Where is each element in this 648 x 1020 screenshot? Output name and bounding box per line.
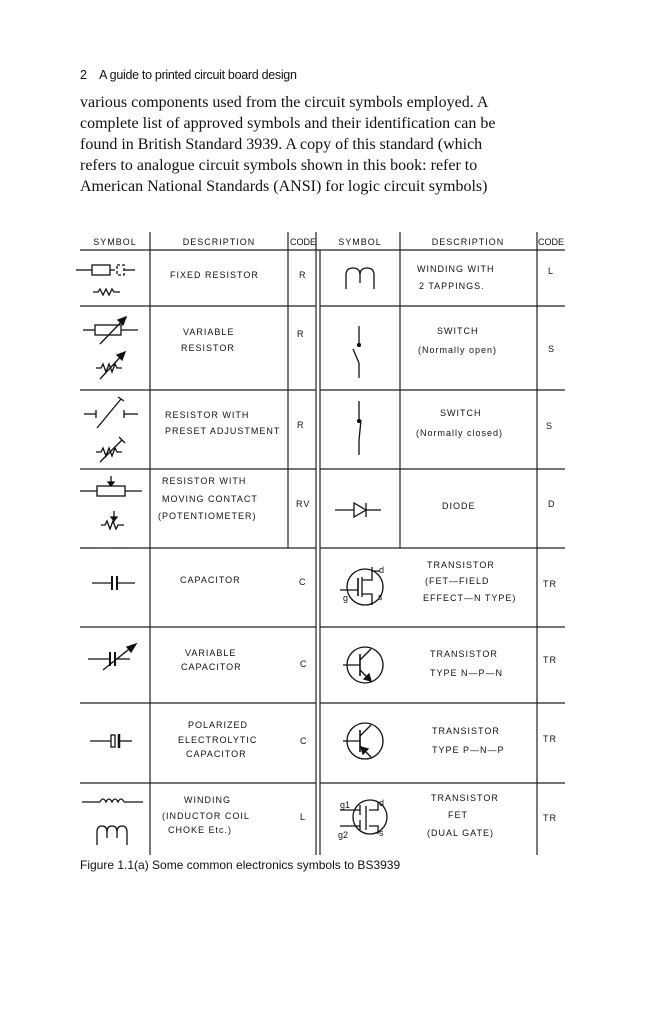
description-fixed-resistor: FIXED RESISTOR — [170, 270, 259, 280]
description-capacitor: CAPACITOR — [180, 575, 241, 585]
figure-caption: Figure 1.1(a) Some common electronics symbols to BS3939 — [80, 858, 401, 872]
description-dual-gate-fet-line3: (DUAL GATE) — [427, 828, 495, 838]
description-electrolytic-capacitor: POLARIZED — [188, 720, 249, 730]
code-switch-open: S — [548, 344, 556, 354]
page-number: 2 — [80, 68, 87, 82]
description-npn: TRANSISTOR — [430, 649, 498, 659]
header-description-left: DESCRIPTION — [182, 237, 256, 247]
code-preset-resistor: R — [297, 420, 305, 430]
header-symbol-left: SYMBOL — [93, 237, 137, 247]
description-dual-gate-fet: TRANSISTOR — [431, 793, 499, 803]
inductor-symbol-icon — [82, 799, 143, 845]
description-inductor-line2: (INDUCTOR COIL — [162, 811, 250, 821]
electrolytic-capacitor-symbol-icon — [90, 734, 132, 748]
header-symbol-right: SYMBOL — [338, 237, 382, 247]
description-variable-capacitor-line2: CAPACITOR — [181, 662, 242, 672]
description-variable-capacitor: VARIABLE — [185, 648, 237, 658]
potentiometer-symbol-icon — [80, 476, 142, 548]
description-potentiometer-line2: MOVING CONTACT — [162, 494, 258, 504]
paragraph-line: refers to analogue circuit symbols shown in this book: refer to — [80, 157, 478, 174]
description-diode: DIODE — [442, 501, 476, 511]
header-code-right: CODE — [537, 237, 564, 247]
description-pnp-line2: TYPE P—N—P — [432, 745, 505, 755]
code-capacitor: C — [299, 577, 307, 587]
description-inductor: WINDING — [184, 795, 231, 805]
paragraph-line: various components used from the circuit symbols employed. A — [80, 94, 489, 111]
description-variable-resistor-line2: RESISTOR — [181, 343, 235, 353]
dual-fet-source-label: s — [379, 828, 384, 838]
variable-capacitor-symbol-icon — [88, 644, 136, 670]
description-fet-line3: EFFECT—N TYPE) — [423, 593, 517, 603]
code-fixed-resistor: R — [299, 270, 307, 280]
preset-resistor-symbol-icon — [84, 397, 138, 462]
code-diode: D — [548, 499, 556, 509]
npn-transistor-symbol-icon — [343, 647, 383, 683]
description-potentiometer: RESISTOR WITH — [162, 476, 247, 486]
description-tapped-winding: WINDING WITH — [417, 264, 495, 274]
description-dual-gate-fet-line2: FET — [448, 810, 468, 820]
header-description-right: DESCRIPTION — [431, 237, 505, 247]
description-npn-line2: TYPE N—P—N — [430, 668, 504, 678]
capacitor-symbol-icon — [92, 576, 135, 590]
description-electrolytic-capacitor-line2: ELECTROLYTIC — [178, 735, 258, 745]
dual-fet-gate1-label: g1 — [340, 800, 351, 810]
switch-closed-symbol-icon — [358, 401, 362, 455]
running-title: A guide to printed circuit board design — [99, 68, 297, 82]
description-fet: TRANSISTOR — [427, 560, 495, 570]
fixed-resistor-symbol-icon — [76, 265, 135, 295]
code-variable-capacitor: C — [300, 659, 308, 669]
code-npn: TR — [543, 655, 557, 665]
paragraph-line: complete list of approved symbols and their identification can be — [80, 115, 496, 132]
description-variable-resistor: VARIABLE — [183, 327, 235, 337]
description-switch-open: SWITCH — [437, 326, 479, 336]
diode-symbol-icon — [335, 503, 381, 517]
code-potentiometer: RV — [296, 499, 311, 509]
tapped-winding-symbol-icon — [346, 268, 374, 289]
description-preset-resistor: RESISTOR WITH — [165, 410, 250, 420]
description-electrolytic-capacitor-line3: CAPACITOR — [186, 749, 247, 759]
description-tapped-winding-line2: 2 TAPPINGS. — [419, 281, 485, 291]
description-switch-open-line2: (Normally open) — [418, 345, 498, 355]
code-electrolytic-capacitor: C — [300, 736, 308, 746]
switch-open-symbol-icon — [353, 326, 361, 378]
code-variable-resistor: R — [297, 329, 305, 339]
code-dual-gate-fet: TR — [543, 813, 557, 823]
description-switch-closed-line2: (Normally closed) — [416, 428, 504, 438]
paragraph-line: American National Standards (ANSI) for logic circuit symbols) — [80, 178, 488, 195]
header-code-left: CODE — [289, 237, 316, 247]
fet-source-label: s — [378, 592, 383, 602]
code-pnp: TR — [543, 734, 557, 744]
code-inductor: L — [300, 812, 307, 822]
code-switch-closed: S — [546, 421, 554, 431]
paragraph-line: found in British Standard 3939. A copy of this standard (which — [80, 136, 483, 153]
variable-resistor-symbol-icon — [83, 317, 138, 379]
description-potentiometer-line3: (POTENTIOMETER) — [158, 511, 257, 521]
code-tapped-winding: L — [548, 266, 555, 276]
description-fet-line2: (FET—FIELD — [425, 576, 490, 586]
code-fet: TR — [543, 579, 557, 589]
description-inductor-line3: CHOKE Etc.) — [168, 825, 233, 835]
fet-gate-label: g — [343, 593, 349, 603]
fet-drain-label: d — [379, 565, 385, 575]
dual-fet-drain-label: d — [379, 798, 385, 808]
dual-fet-gate2-label: g2 — [338, 830, 349, 840]
description-switch-closed: SWITCH — [440, 408, 482, 418]
description-pnp: TRANSISTOR — [432, 726, 500, 736]
description-preset-resistor-line2: PRESET ADJUSTMENT — [165, 426, 281, 436]
pnp-transistor-symbol-icon — [343, 723, 383, 759]
